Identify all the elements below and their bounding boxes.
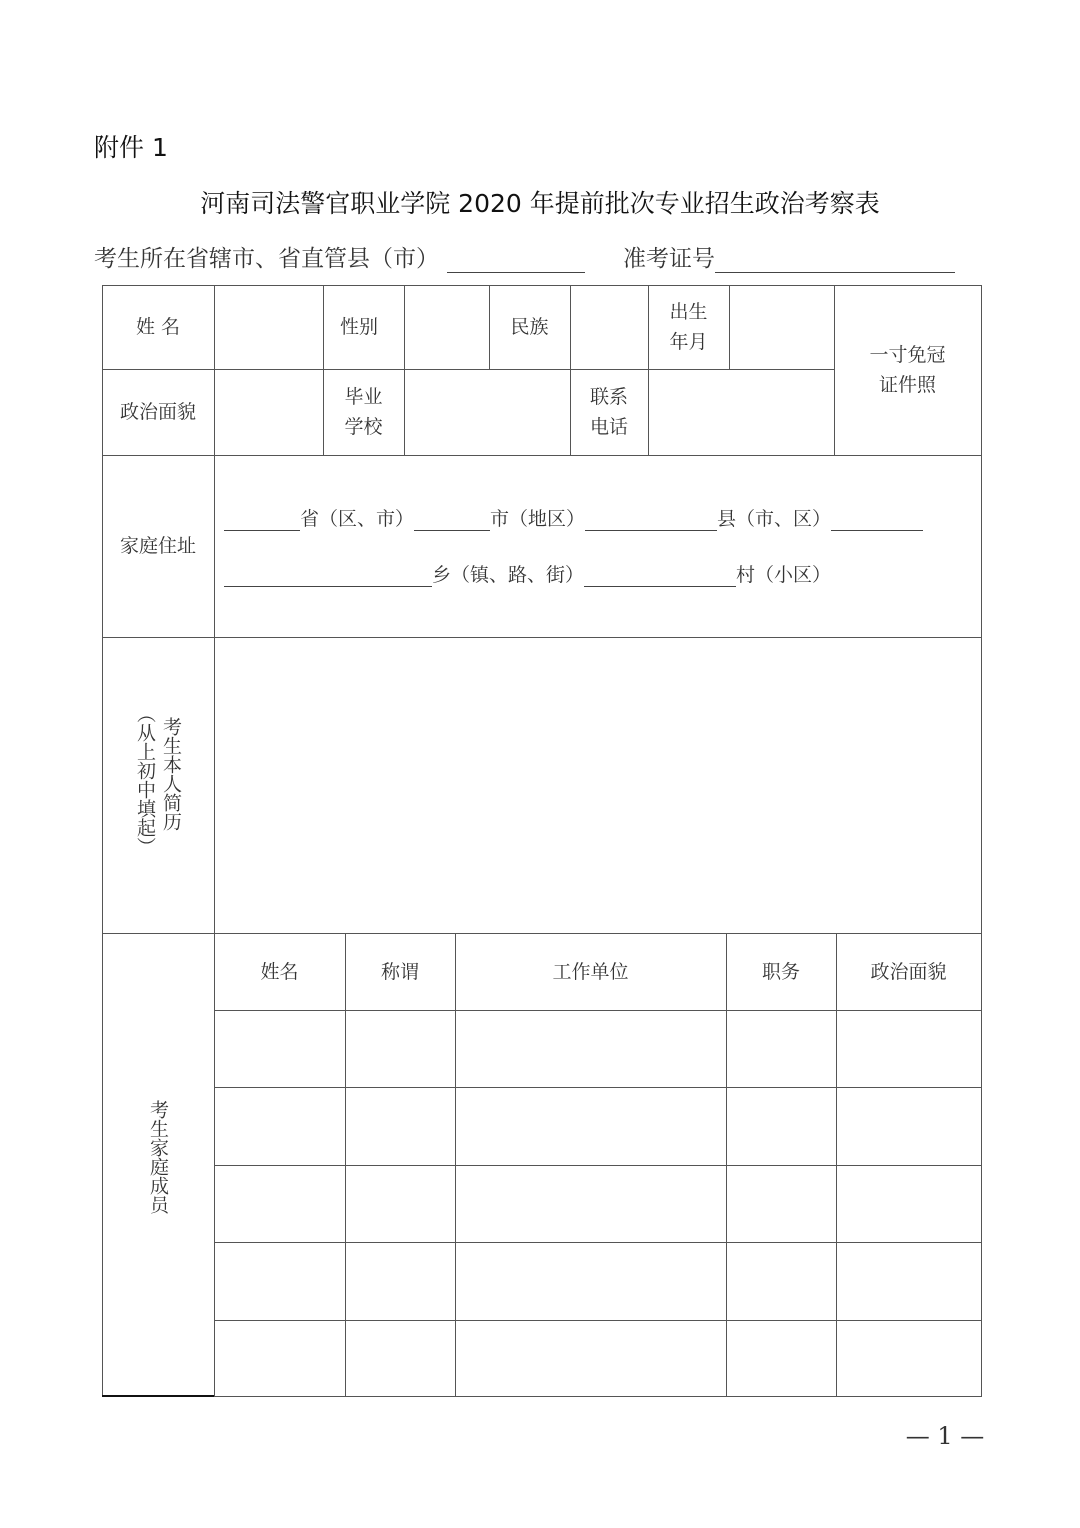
ethnicity-field[interactable]	[570, 285, 648, 369]
family-name-cell[interactable]	[214, 1242, 345, 1320]
family-political-cell[interactable]	[836, 1165, 981, 1242]
county-input[interactable]	[585, 508, 717, 531]
family-employer-cell[interactable]	[455, 1320, 726, 1396]
name-field[interactable]	[214, 285, 323, 369]
family-name-cell[interactable]	[214, 1010, 345, 1087]
political-status-label: 政治面貌	[119, 401, 196, 423]
gender-field[interactable]	[404, 285, 489, 369]
village-suffix: 村（小区）	[736, 564, 832, 586]
resume-sublabel: （从上初中填起）	[134, 704, 156, 856]
family-political-cell[interactable]	[836, 1320, 981, 1396]
family-relation-cell[interactable]	[345, 1165, 455, 1242]
phone-label-line1: 联系	[589, 386, 628, 408]
exam-id-label: 准考证号	[623, 246, 715, 272]
family-name-cell[interactable]	[214, 1087, 345, 1165]
phone-label-line2: 电话	[589, 416, 628, 438]
address-line-2	[224, 560, 831, 587]
phone-label	[570, 369, 648, 455]
family-employer-cell[interactable]	[455, 1242, 726, 1320]
province-suffix: 省（区、市）	[300, 508, 415, 530]
birth-label-line2: 年月	[669, 331, 708, 353]
school-label	[323, 369, 404, 455]
resume-title: 考生本人简历	[160, 717, 182, 831]
page-title: 河南司法警官职业学院 2020 年提前批次专业招生政治考察表	[200, 189, 880, 218]
photo-label-line1: 一寸免冠	[869, 344, 946, 366]
school-label-line2: 学校	[344, 416, 383, 438]
family-col-name: 姓名	[260, 960, 299, 983]
school-field[interactable]	[404, 369, 570, 455]
table-border-bottom	[214, 1396, 982, 1397]
family-political-cell[interactable]	[836, 1087, 981, 1165]
city-suffix: 市（地区）	[490, 508, 586, 530]
family-col-position: 职务	[761, 960, 800, 983]
name-label: 姓 名	[135, 316, 181, 338]
family-relation-cell[interactable]	[345, 1242, 455, 1320]
table-border-bottom-left	[102, 1395, 214, 1397]
region-input[interactable]	[447, 250, 585, 273]
family-employer-cell[interactable]	[455, 1087, 726, 1165]
gender-label: 性别	[339, 316, 378, 338]
address-extra-input[interactable]	[831, 508, 923, 531]
family-name-cell[interactable]	[214, 1320, 345, 1396]
row-divider	[102, 455, 982, 456]
family-position-cell[interactable]	[726, 1242, 836, 1320]
birth-date-label	[648, 285, 729, 369]
family-employer-cell[interactable]	[455, 1010, 726, 1087]
political-status-field[interactable]	[214, 369, 323, 455]
resume-label	[102, 637, 214, 933]
family-employer-cell[interactable]	[455, 1165, 726, 1242]
family-political-cell[interactable]	[836, 1010, 981, 1087]
region-label: 考生所在省辖市、省直管县（市）	[94, 246, 439, 272]
address-label: 家庭住址	[119, 535, 196, 557]
phone-field[interactable]	[648, 369, 834, 455]
family-col-employer: 工作单位	[552, 960, 629, 983]
attachment-label: 附件 1	[94, 133, 168, 162]
family-position-cell[interactable]	[726, 1087, 836, 1165]
family-relation-cell[interactable]	[345, 1320, 455, 1396]
page-number: — 1 —	[905, 1422, 985, 1450]
address-line-1	[224, 504, 923, 531]
family-col-political: 政治面貌	[870, 960, 947, 983]
ethnicity-label: 民族	[510, 316, 549, 338]
birth-label-line1: 出生	[669, 301, 708, 323]
county-suffix: 县（市、区）	[717, 508, 832, 530]
township-suffix: 乡（镇、路、街）	[432, 564, 585, 586]
family-col-relation: 称谓	[380, 960, 419, 983]
table-border-right	[981, 285, 982, 1396]
family-political-cell[interactable]	[836, 1242, 981, 1320]
family-label	[102, 1100, 214, 1214]
township-input[interactable]	[224, 564, 432, 587]
school-label-line1: 毕业	[344, 386, 383, 408]
resume-field[interactable]	[214, 637, 981, 933]
family-relation-cell[interactable]	[345, 1087, 455, 1165]
exam-id-input[interactable]	[715, 250, 955, 273]
village-input[interactable]	[584, 564, 736, 587]
city-input[interactable]	[414, 508, 490, 531]
family-relation-cell[interactable]	[345, 1010, 455, 1087]
family-label-text: 考生家庭成员	[147, 1100, 169, 1214]
family-name-cell[interactable]	[214, 1165, 345, 1242]
photo-placeholder[interactable]	[834, 285, 981, 455]
family-position-cell[interactable]	[726, 1010, 836, 1087]
family-position-cell[interactable]	[726, 1165, 836, 1242]
province-input[interactable]	[224, 508, 300, 531]
family-position-cell[interactable]	[726, 1320, 836, 1396]
header-fields	[94, 240, 955, 273]
birth-date-field[interactable]	[729, 285, 834, 369]
photo-label-line2: 证件照	[878, 374, 936, 396]
